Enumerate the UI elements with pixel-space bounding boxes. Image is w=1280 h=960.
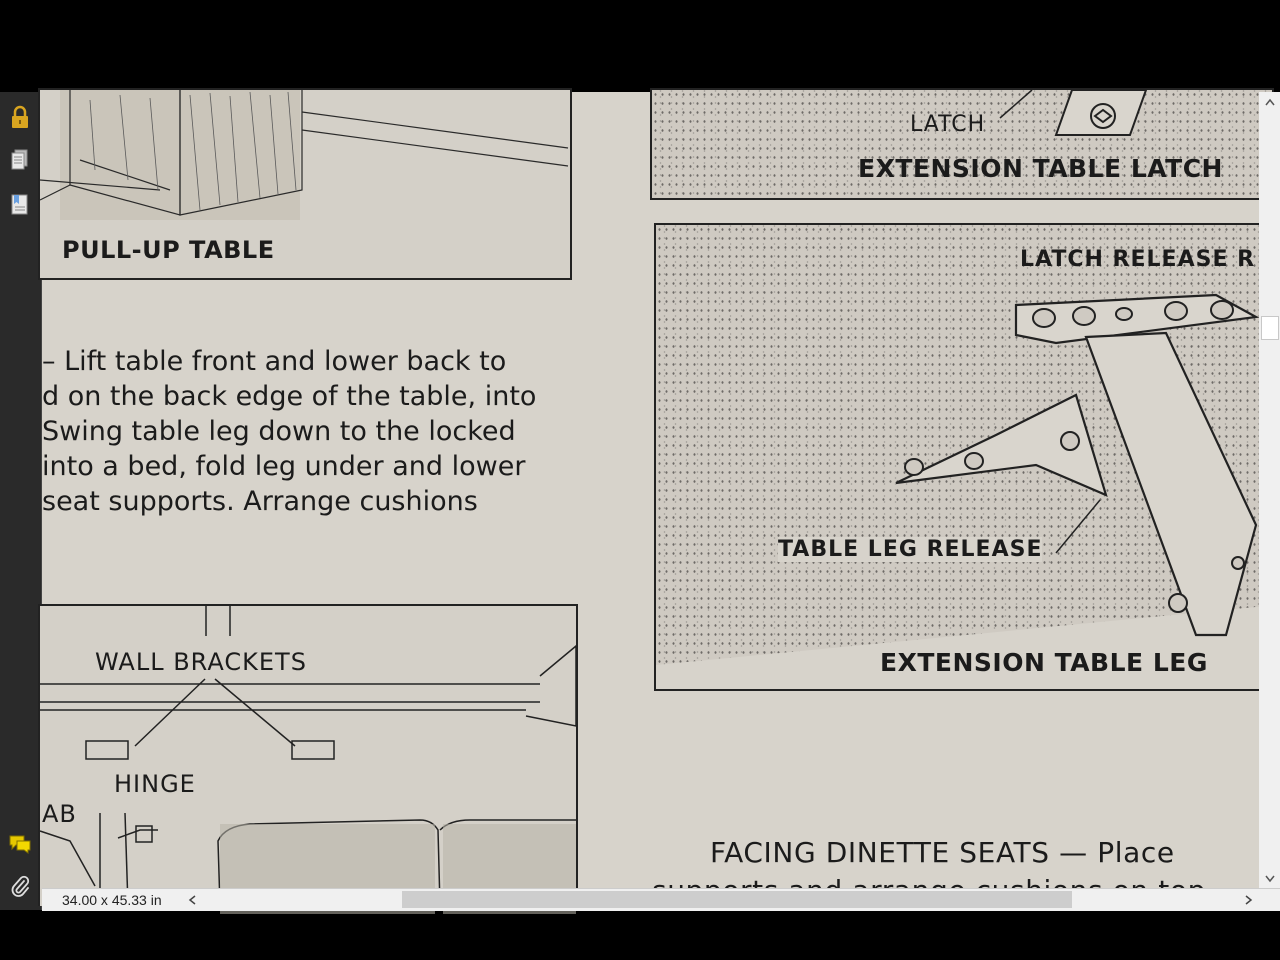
pullup-table-figure xyxy=(38,88,572,280)
bottom-status-bar xyxy=(42,888,1280,911)
scroll-right-arrow-icon[interactable] xyxy=(1238,889,1258,911)
comments-icon[interactable] xyxy=(6,830,34,858)
horizontal-scroll-thumb[interactable] xyxy=(402,891,1072,908)
pdf-viewer xyxy=(0,92,1280,910)
body-line: into a bed, fold leg under and lower xyxy=(42,451,526,482)
facing-dinette-heading: FACING DINETTE SEATS — Place xyxy=(710,836,1175,869)
scroll-up-arrow-icon[interactable] xyxy=(1259,92,1280,112)
wall-brackets-label: WALL BRACKETS xyxy=(95,648,307,676)
bookmarks-icon[interactable] xyxy=(6,190,34,218)
body-line: – Lift table front and lower back to xyxy=(42,346,507,377)
extension-latch-caption: EXTENSION TABLE LATCH xyxy=(858,154,1223,183)
scroll-down-arrow-icon[interactable] xyxy=(1259,868,1280,888)
tab-label: AB xyxy=(42,800,77,828)
document-page xyxy=(42,92,1259,888)
body-line: d on the back edge of the table, into xyxy=(42,381,537,412)
extension-leg-caption: EXTENSION TABLE LEG xyxy=(880,648,1208,677)
latch-label: LATCH xyxy=(910,112,986,137)
lock-icon[interactable] xyxy=(6,104,34,132)
attachments-icon[interactable] xyxy=(6,872,34,900)
extension-latch-figure xyxy=(650,88,1274,200)
leg-illustration xyxy=(656,225,1276,689)
pages-icon[interactable] xyxy=(6,146,34,174)
latch-release-label: LATCH RELEASE R xyxy=(1020,247,1256,272)
table-leg-release-label: TABLE LEG RELEASE xyxy=(778,537,1043,562)
extension-leg-figure xyxy=(654,223,1276,691)
body-line: Swing table leg down to the locked xyxy=(42,416,516,447)
scroll-left-arrow-icon[interactable] xyxy=(182,889,202,911)
navigation-pane xyxy=(0,92,42,910)
hinge-label: HINGE xyxy=(114,770,196,798)
vertical-scroll-thumb[interactable] xyxy=(1261,316,1279,340)
page-size-readout: 34.00 x 45.33 in xyxy=(62,892,162,908)
vertical-scrollbar[interactable] xyxy=(1259,92,1280,888)
pullup-table-caption: PULL-UP TABLE xyxy=(62,236,275,264)
wall-brackets-figure xyxy=(38,604,578,906)
body-line: seat supports. Arrange cushions xyxy=(42,486,478,517)
